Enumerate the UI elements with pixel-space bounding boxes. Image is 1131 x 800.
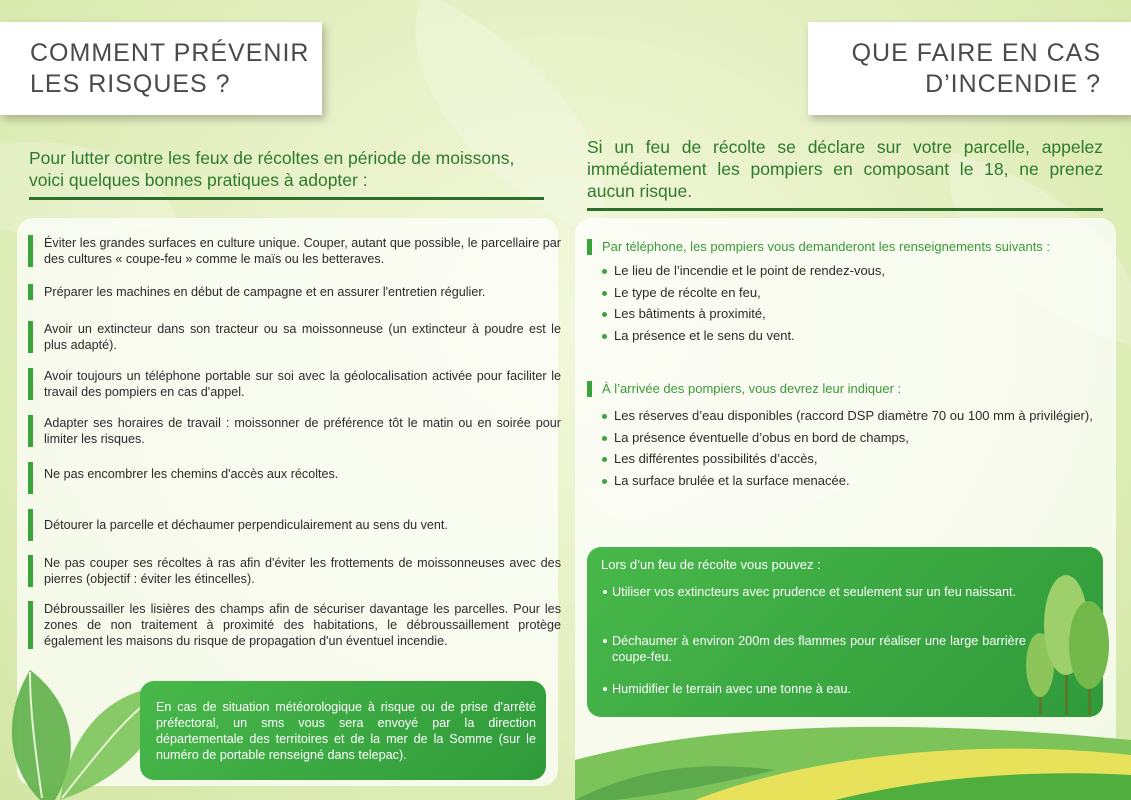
list-item: Le type de récolte en feu, [600,284,885,306]
list-item: Les bâtiments à proximité, [600,305,885,327]
right-title-line2: D’INCENDIE ? [925,70,1101,98]
tip-item: Ne pas encombrer les chemins d'accès aux récoltes. [28,462,561,494]
tip-item: Débroussailler les lisières des champs afin de sécuriser davantage les parcelles. Pour les zones de non traitement à proximité des habitations, le débroussaillement protège également les maisons du risque de propagation d'un éventuel incendie. [28,601,561,649]
list-item: La présence éventuelle d’obus en bord de champs, [600,429,1093,451]
action-item: Déchaumer à environ 200m des flammes pour réaliser une large barrière coupe-feu. [603,633,1026,665]
tip-item: Adapter ses horaires de travail : moissonner de préférence tôt le matin ou en soirée pour limiter les risques. [28,415,561,447]
list-item: Les réserves d’eau disponibles (raccord DSP diamètre 70 ou 100 mm à privilégier), [600,407,1093,429]
tip-item: Ne pas couper ses récoltes à ras afin d'éviter les frottements de moissonneuses avec des pierres (objectif : éviter les étincelles). [28,555,561,587]
right-title-line1: QUE FAIRE EN CAS [851,39,1101,67]
left-title-line1: COMMENT PRÉVENIR [30,39,310,67]
sms-note-box [140,681,546,780]
action-item: Humidifier le terrain avec une tonne à eau. [603,681,1026,697]
action-item: Utiliser vos extincteurs avec prudence et seulement sur un feu naissant. [603,584,1026,600]
list-item: Le lieu de l’incendie et le point de rendez-vous, [600,262,885,284]
arrival-heading: À l’arrivée des pompiers, vous devrez leur indiquer : [587,381,901,397]
tip-item: Préparer les machines en début de campagne et en assurer l'entretien régulier. [28,284,561,300]
sms-note-text: En cas de situation météorologique à risque ou de prise d'arrêté préfectoral, un sms vous sera envoyé par la direction départementale des territoires et de la mer de la Somme (sur le numéro de portable renseigné dans telepac). [156,700,536,762]
phone-info-list [600,262,885,349]
tip-item: Détourer la parcelle et déchaumer perpendiculairement au sens du vent. [28,509,561,541]
list-item: Les différentes possibilités d’accès, [600,450,1093,472]
leaf-shape [12,670,71,800]
tree-crown [1069,601,1109,689]
right-intro: Si un feu de récolte se déclare sur votre parcelle, appelez immédiatement les pompiers en composant le 18, ne prenez aucun risque. [587,136,1103,211]
arrival-info-list [600,407,1093,494]
tip-item: Éviter les grandes surfaces en culture unique. Couper, autant que possible, le parcellaire par des cultures « coupe-feu » comme le maïs ou les betteraves. [28,235,561,267]
tip-item: Avoir un extincteur dans son tracteur ou sa moissonneuse (un extincteur à poudre est le plus adapté). [28,321,561,353]
left-intro: Pour lutter contre les feux de récoltes en période de moissons, voici quelques bonnes pratiques à adopter : [29,147,544,200]
right-title-box [808,22,1131,115]
actions-heading: Lors d’un feu de récolte vous pouvez : [601,557,821,572]
phone-heading: Par téléphone, les pompiers vous demanderont les renseignements suivants : [587,239,1050,255]
left-title-line2: LES RISQUES ? [30,70,231,98]
left-title-box [0,22,322,115]
list-item: La présence et le sens du vent. [600,327,885,349]
list-item: La surface brulée et la surface menacée. [600,472,1093,494]
trees-illustration [1022,575,1122,720]
tip-item: Avoir toujours un téléphone portable sur soi avec la géolocalisation activée pour faciliter le travail des pompiers en cas d'appel. [28,368,561,400]
